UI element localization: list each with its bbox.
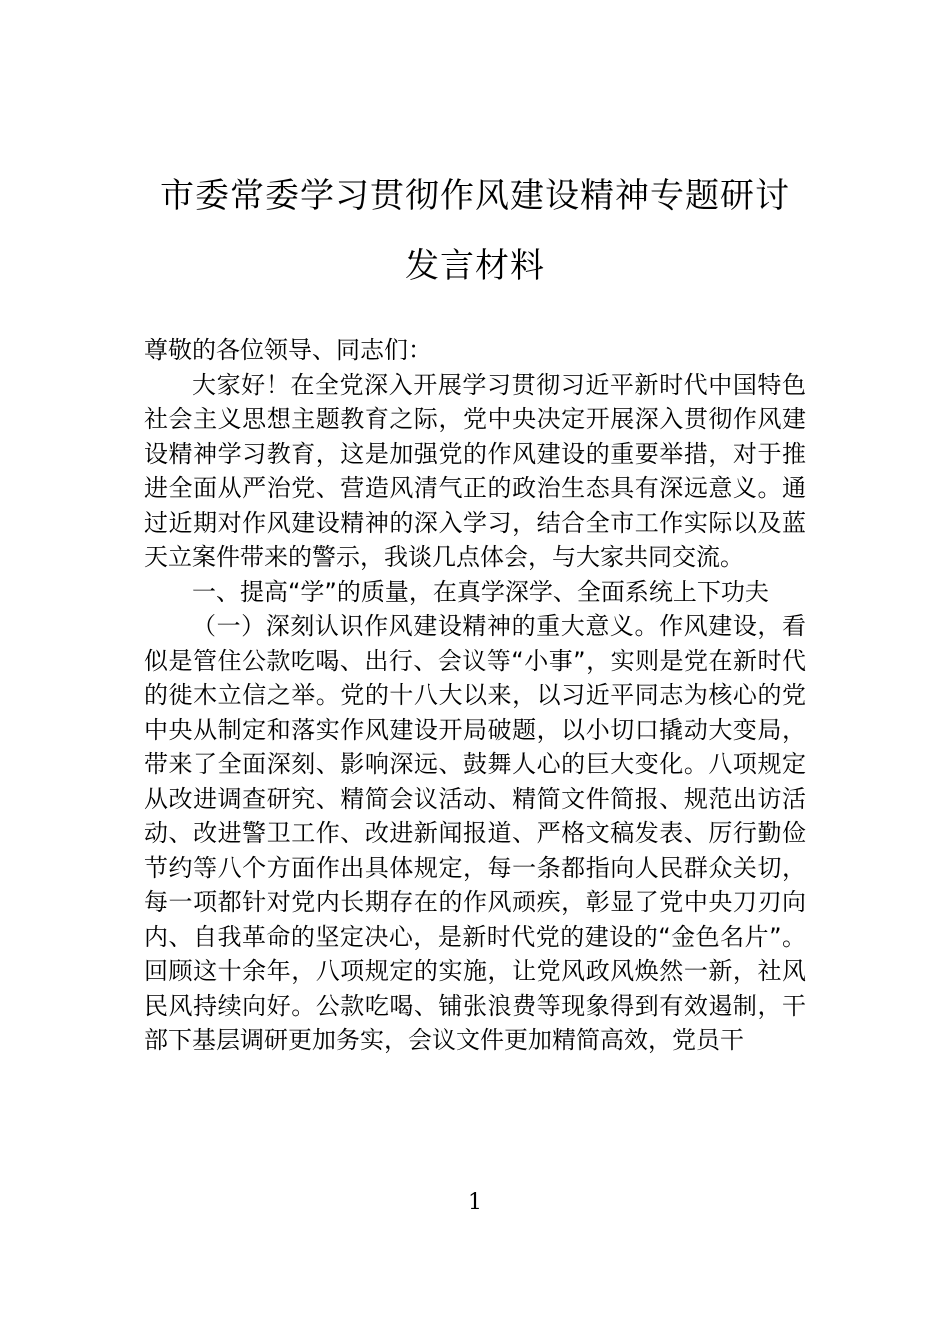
page-number: 1 xyxy=(468,1190,482,1215)
salutation: 尊敬的各位领导、同志们： xyxy=(144,336,432,364)
paragraph-intro: 大家好！在全党深入开展学习贯彻习近平新时代中国特色社会主义思想主题教育之际，党中央决定开展深入贯彻作风建设精神学习教育，这是加强党的作风建设的重要举措，对于推进全面从严治党、营造风清气正的政治生态具有深远意义。通过近期对作风建设精神的深入学习，结合全市工作实际以及蓝天立案件带来的警示，我谈几点体会，与大家共同交流。 xyxy=(144,370,806,571)
document-title-line-2: 发言材料 xyxy=(405,246,545,286)
document-body xyxy=(144,333,806,1058)
paragraph-subsection-1: （一）深刻认识作风建设精神的重大意义。作风建设，看似是管住公款吃喝、出行、会议等“小事”，实则是党在新时代的徙木立信之举。党的十八大以来，以习近平同志为核心的党中央从制定和落实作风建设开局破题，以小切口撬动大变局，带来了全面深刻、影响深远、鼓舞人心的巨大变化。八项规定从改进调查研究、精简会议活动、精简文件简报、规范出访活动、改进警卫工作、改进新闻报道、严格文稿发表、厉行勤俭节约等八个方面作出具体规定，每一条都指向人民群众关切，每一项都针对党内长期存在的作风顽疾，彰显了党中央刀刃向内、自我革命的坚定决心，是新时代党的建设的“金色名片”。回顾这十余年，八项规定的实施，让党风政风焕然一新，社风民风持续向好。公款吃喝、铺张浪费等现象得到有效遏制，干部下基层调研更加务实，会议文件更加精简高效，党员干 xyxy=(144,612,806,1054)
section-heading-1: 一、提高“学”的质量，在真学深学、全面系统上下功夫 xyxy=(192,577,769,606)
document-title-line-1: 市委常委学习贯彻作风建设精神专题研讨 xyxy=(160,176,790,216)
